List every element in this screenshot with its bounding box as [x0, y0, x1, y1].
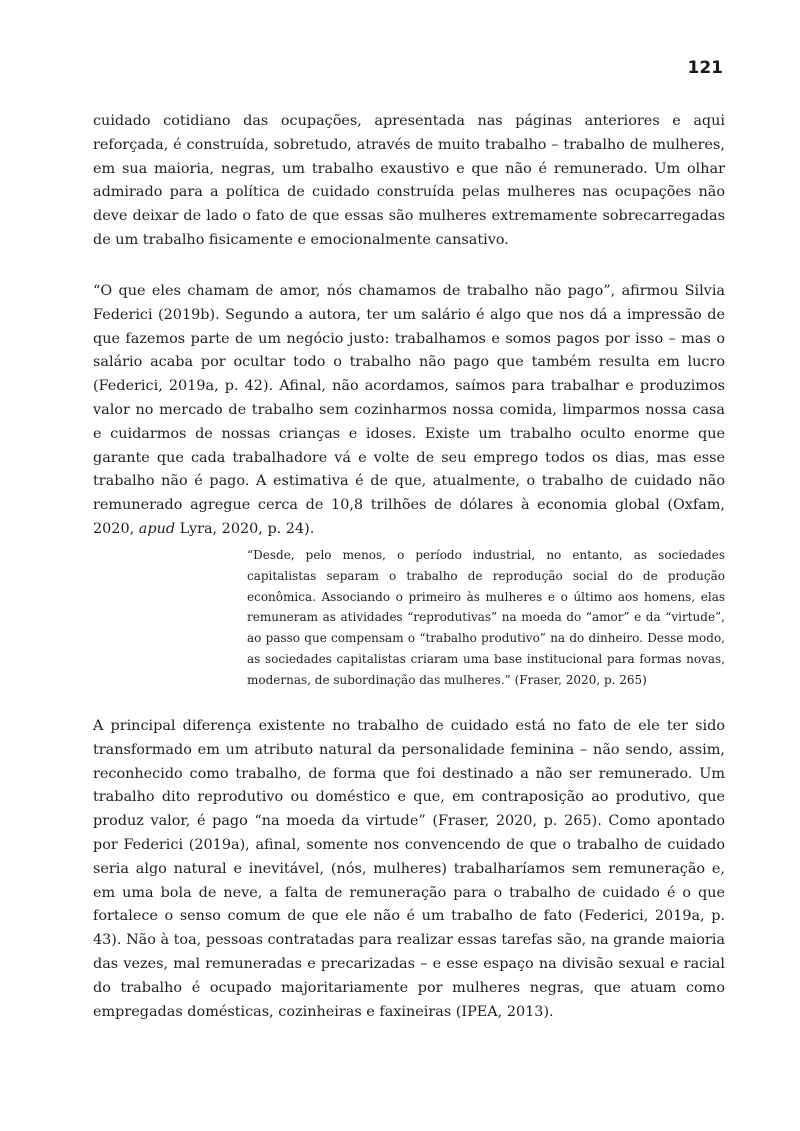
body-paragraph-2	[93, 280, 725, 542]
apud-italic: apud	[138, 520, 176, 537]
paragraph-2-text: “O que eles chamam de amor, nós chamamos de trabalho não pago”, afirmou Silvia Federici (2019b). Segundo a autora, ter um salário é algo que nos dá a impressão de que fazemos parte de um negócio justo: trabalhamos e somos pagos por isso – mas o salário acaba por ocultar todo o trabalho não pago que também resulta em lucro (Federici, 2019a, p. 42). Afinal, não acordamos, saímos para trabalhar e produzimos valor no mercado de trabalho sem cozinharmos nossa comida, limparmos nossa casa e cuidarmos de nossas crianças e idoses. Existe um trabalho oculto enorme que garante que cada trabalhadore vá e volte de seu emprego todos os dias, mas esse trabalho não é pago. A estimativa é de que, atualmente, o trabalho de cuidado não remunerado agregue cerca de 10,8 trilhões de dólares à economia global (Oxfam, 2020,	[93, 283, 725, 537]
block-quote: “Desde, pelo menos, o período industrial, no entanto, as sociedades capitalistas separam o trabalho de reprodução social do de produção econômica. Associando o primeiro às mulheres e o último aos homens, elas remuneram as atividades “reprodutivas” na moeda do “amor” e da “virtude”, ao passo que compensam o “trabalho produtivo” na do dinheiro. Desse modo, as sociedades capitalistas criaram uma base institucional para formas novas, modernas, de subordinação das mulheres.” (Fraser, 2020, p. 265)	[247, 548, 725, 687]
body-paragraph-3: A principal diferença existente no trabalho de cuidado está no fato de ele ter sido transformado em um atributo natural da personalidade feminina – não sendo, assim, reconhecido como trabalho, de forma que foi destinado a não ser remunerado. Um trabalho dito reprodutivo ou doméstico e que, em contraposição ao produtivo, que produz valor, é pago “na moeda da virtude” (Fraser, 2020, p. 265). Como apontado por Federici (2019a), afinal, somente nos convencendo de que o trabalho de cuidado seria algo natural e inevitável, (nós, mulheres) trabalharíamos sem remuneração e, em uma bola de neve, a falta de remuneração para o trabalho de cuidado é o que fortalece o senso comum de que ele não é um trabalho de fato (Federici, 2019a, p. 43). Não à toa, pessoas contratadas para realizar essas tarefas são, na grande maioria das vezes, mal remuneradas e precarizadas – e esse espaço na divisão sexual e racial do trabalho é ocupado majoritariamente por mulheres negras, que atuam como empregadas domésticas, cozinheiras e faxineiras (IPEA, 2013).	[93, 718, 725, 1020]
paragraph-2-citation-end: Lyra, 2020, p. 24).	[175, 520, 315, 537]
page-number: 121	[687, 58, 723, 78]
body-paragraph-1: cuidado cotidiano das ocupações, apresentada nas páginas anteriores e aqui reforçada, é construída, sobretudo, através de muito trabalho – trabalho de mulheres, em sua maioria, negras, um trabalho exaustivo e que não é remunerado. Um olhar admirado para a política de cuidado construída pelas mulheres nas ocupações não deve deixar de lado o fato de que essas são mulheres extremamente sobrecarregadas de um trabalho fisicamente e emocionalmente cansativo.	[93, 113, 725, 248]
